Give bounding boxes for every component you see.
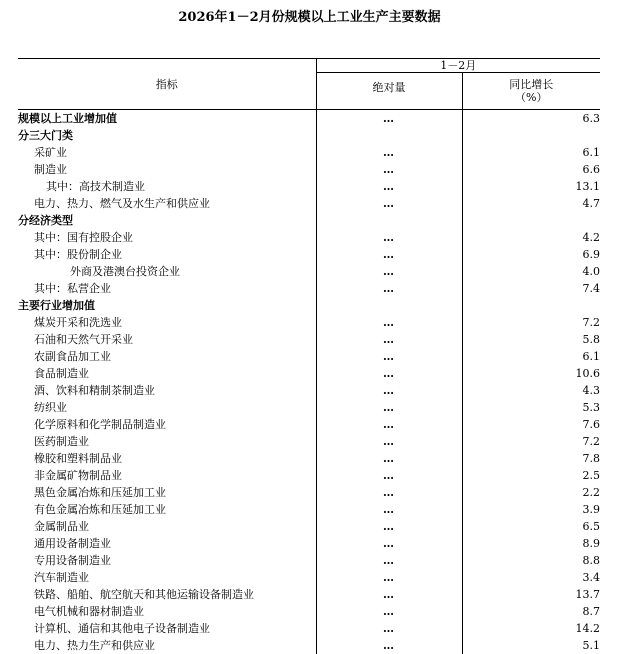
- row-label: 农副食品加工业: [18, 348, 316, 365]
- table-row: [18, 467, 600, 484]
- row-absolute-value: …: [316, 399, 462, 416]
- row-label: 采矿业: [18, 144, 316, 161]
- table-row: [18, 603, 600, 620]
- table-row: [18, 518, 600, 535]
- row-label: 主要行业增加值: [18, 297, 316, 314]
- table-row: [18, 144, 600, 161]
- row-absolute-value: [316, 212, 462, 229]
- row-yoy-value: 7.2: [462, 314, 600, 331]
- row-yoy-value: 3.4: [462, 569, 600, 586]
- row-absolute-value: …: [316, 586, 462, 603]
- row-absolute-value: …: [316, 569, 462, 586]
- row-label: 其中：高技术制造业: [18, 178, 316, 195]
- table-row: [18, 127, 600, 144]
- industrial-data-table: [18, 58, 600, 654]
- row-yoy-value: 6.6: [462, 161, 600, 178]
- row-yoy-value: 5.8: [462, 331, 600, 348]
- row-label: 分经济类型: [18, 212, 316, 229]
- table-body: [18, 110, 600, 654]
- table-row: [18, 382, 600, 399]
- table-row: [18, 501, 600, 518]
- row-absolute-value: …: [316, 467, 462, 484]
- row-absolute-value: …: [316, 620, 462, 637]
- row-yoy-value: 5.3: [462, 399, 600, 416]
- table-row: [18, 331, 600, 348]
- row-yoy-value: [462, 297, 600, 314]
- row-yoy-value: 13.7: [462, 586, 600, 603]
- table-row: [18, 195, 600, 212]
- table-row: [18, 535, 600, 552]
- row-label: 石油和天然气开采业: [18, 331, 316, 348]
- table-row: [18, 552, 600, 569]
- row-yoy-value: 4.2: [462, 229, 600, 246]
- row-yoy-value: 7.8: [462, 450, 600, 467]
- row-label: 其中：私营企业: [18, 280, 316, 297]
- row-absolute-value: …: [316, 501, 462, 518]
- row-label: 外商及港澳台投资企业: [18, 263, 316, 280]
- row-absolute-value: …: [316, 229, 462, 246]
- row-yoy-value: 10.6: [462, 365, 600, 382]
- row-label: 非金属矿物制品业: [18, 467, 316, 484]
- header-yoy-line1: 同比增长: [509, 78, 553, 91]
- table-row: [18, 297, 600, 314]
- row-yoy-value: 6.1: [462, 144, 600, 161]
- table-row: [18, 450, 600, 467]
- row-yoy-value: 8.7: [462, 603, 600, 620]
- row-absolute-value: …: [316, 484, 462, 501]
- row-label: 医药制造业: [18, 433, 316, 450]
- row-label: 通用设备制造业: [18, 535, 316, 552]
- table-row: [18, 433, 600, 450]
- row-absolute-value: …: [316, 246, 462, 263]
- row-absolute-value: …: [316, 637, 462, 654]
- row-absolute-value: …: [316, 314, 462, 331]
- row-yoy-value: 7.4: [462, 280, 600, 297]
- row-yoy-value: 4.7: [462, 195, 600, 212]
- row-label: 铁路、船舶、航空航天和其他运输设备制造业: [18, 586, 316, 603]
- row-label: 制造业: [18, 161, 316, 178]
- row-label: 金属制品业: [18, 518, 316, 535]
- header-indicator: 指标: [18, 59, 316, 110]
- table-row: [18, 365, 600, 382]
- row-absolute-value: …: [316, 331, 462, 348]
- table-row: [18, 161, 600, 178]
- row-label: 电力、热力生产和供应业: [18, 637, 316, 654]
- header-yoy-line2: （%）: [515, 91, 547, 104]
- row-label: 其中：国有控股企业: [18, 229, 316, 246]
- table-row: [18, 178, 600, 195]
- row-absolute-value: [316, 297, 462, 314]
- row-absolute-value: …: [316, 416, 462, 433]
- table-row: [18, 263, 600, 280]
- row-yoy-value: [462, 212, 600, 229]
- table-row: [18, 586, 600, 603]
- row-yoy-value: 4.3: [462, 382, 600, 399]
- row-label: 化学原料和化学制品制造业: [18, 416, 316, 433]
- row-absolute-value: …: [316, 144, 462, 161]
- table-row: [18, 212, 600, 229]
- table-row: [18, 637, 600, 654]
- row-label: 煤炭开采和洗选业: [18, 314, 316, 331]
- row-yoy-value: 3.9: [462, 501, 600, 518]
- table-row: [18, 569, 600, 586]
- row-yoy-value: 7.6: [462, 416, 600, 433]
- row-label: 电气机械和器材制造业: [18, 603, 316, 620]
- row-absolute-value: …: [316, 603, 462, 620]
- row-yoy-value: 6.1: [462, 348, 600, 365]
- row-absolute-value: [316, 127, 462, 144]
- row-yoy-value: 8.9: [462, 535, 600, 552]
- row-yoy-value: 14.2: [462, 620, 600, 637]
- row-yoy-value: 8.8: [462, 552, 600, 569]
- row-absolute-value: …: [316, 365, 462, 382]
- header-yoy: [462, 73, 600, 110]
- row-absolute-value: …: [316, 263, 462, 280]
- row-yoy-value: 7.2: [462, 433, 600, 450]
- row-yoy-value: 4.0: [462, 263, 600, 280]
- table-row: [18, 484, 600, 501]
- table-row: [18, 229, 600, 246]
- row-absolute-value: …: [316, 348, 462, 365]
- table-row: [18, 110, 600, 128]
- table-row: [18, 280, 600, 297]
- row-label: 分三大门类: [18, 127, 316, 144]
- row-label: 规模以上工业增加值: [18, 110, 316, 128]
- row-label: 计算机、通信和其他电子设备制造业: [18, 620, 316, 637]
- row-absolute-value: …: [316, 552, 462, 569]
- row-label: 汽车制造业: [18, 569, 316, 586]
- row-yoy-value: [462, 127, 600, 144]
- row-yoy-value: 5.1: [462, 637, 600, 654]
- row-label: 电力、热力、燃气及水生产和供应业: [18, 195, 316, 212]
- row-absolute-value: …: [316, 518, 462, 535]
- row-label: 专用设备制造业: [18, 552, 316, 569]
- row-yoy-value: 6.3: [462, 110, 600, 128]
- row-yoy-value: 6.5: [462, 518, 600, 535]
- row-label: 酒、饮料和精制茶制造业: [18, 382, 316, 399]
- row-absolute-value: …: [316, 178, 462, 195]
- row-absolute-value: …: [316, 382, 462, 399]
- table-row: [18, 399, 600, 416]
- table-row: [18, 246, 600, 263]
- row-absolute-value: …: [316, 110, 462, 128]
- row-label: 其中：股份制企业: [18, 246, 316, 263]
- table-row: [18, 620, 600, 637]
- row-yoy-value: 6.9: [462, 246, 600, 263]
- row-absolute-value: …: [316, 161, 462, 178]
- row-label: 黑色金属冶炼和压延加工业: [18, 484, 316, 501]
- row-absolute-value: …: [316, 535, 462, 552]
- header-absolute: 绝对量: [316, 73, 462, 110]
- table-row: [18, 348, 600, 365]
- row-yoy-value: 2.5: [462, 467, 600, 484]
- row-yoy-value: 2.2: [462, 484, 600, 501]
- row-yoy-value: 13.1: [462, 178, 600, 195]
- table-row: [18, 416, 600, 433]
- row-absolute-value: …: [316, 433, 462, 450]
- row-label: 食品制造业: [18, 365, 316, 382]
- header-period: 1－2月: [316, 59, 600, 73]
- row-label: 纺织业: [18, 399, 316, 416]
- row-absolute-value: …: [316, 195, 462, 212]
- table-row: [18, 314, 600, 331]
- row-label: 橡胶和塑料制品业: [18, 450, 316, 467]
- row-label: 有色金属冶炼和压延加工业: [18, 501, 316, 518]
- row-absolute-value: …: [316, 280, 462, 297]
- row-absolute-value: …: [316, 450, 462, 467]
- page-title: 2026年1－2月份规模以上工业生产主要数据: [0, 6, 619, 25]
